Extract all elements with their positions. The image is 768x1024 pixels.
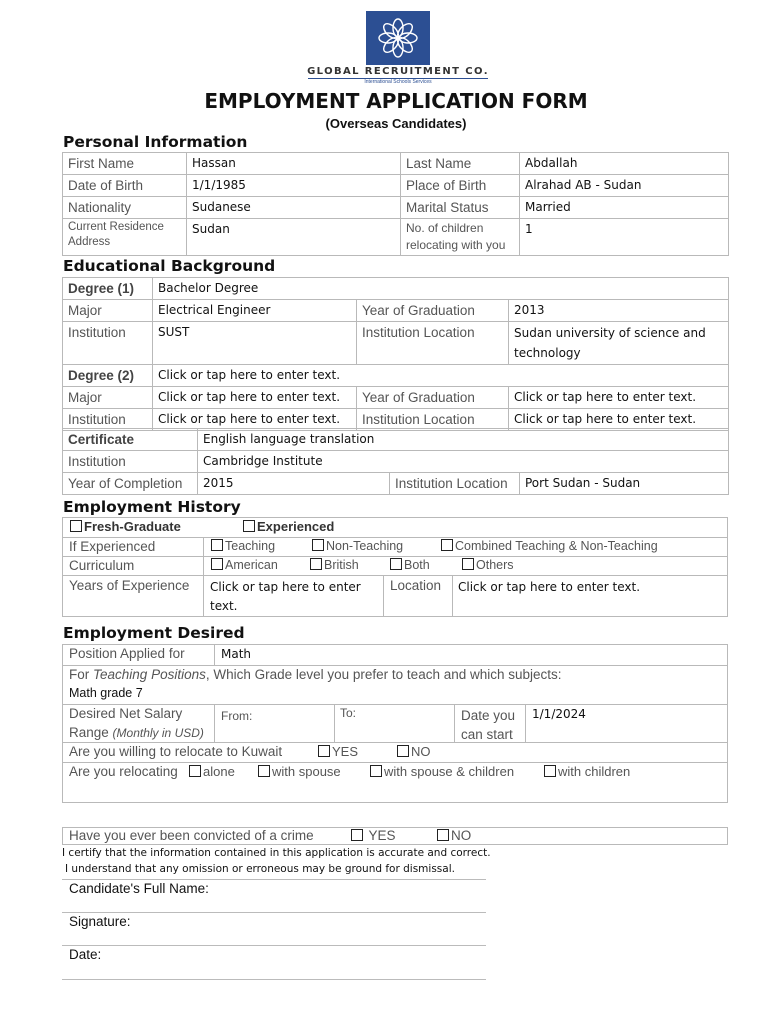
checkbox-icon — [318, 745, 330, 757]
with-spouse-label: with spouse — [272, 764, 341, 779]
page-title: EMPLOYMENT APPLICATION FORM — [204, 89, 588, 113]
salary-range-label — [69, 725, 204, 740]
children-field[interactable]: 1 — [520, 219, 729, 256]
checkbox-icon — [437, 829, 449, 841]
last-name-label: Last Name — [401, 153, 520, 175]
inst1-label: Institution — [63, 322, 153, 365]
checkbox-icon — [397, 745, 409, 757]
degree2-label: Degree (2) — [63, 365, 153, 387]
both-option[interactable] — [390, 558, 430, 572]
checkbox-icon — [310, 558, 322, 570]
date-label: Date: — [69, 947, 102, 962]
salary-from-field[interactable]: From: — [221, 709, 253, 723]
salary-range-word: Range — [69, 725, 113, 740]
children-label: No. of children relocating with you — [401, 219, 520, 256]
position-label: Position Applied for — [69, 646, 185, 661]
degree1-label: Degree (1) — [63, 278, 153, 300]
grad2-field[interactable]: Click or tap here to enter text. — [509, 387, 729, 409]
company-name: GLOBAL RECRUITMENT CO. — [307, 66, 489, 77]
checkbox-icon — [243, 520, 255, 532]
alone-option[interactable] — [189, 764, 235, 779]
salary-to-field[interactable]: To: — [340, 706, 357, 720]
non-teaching-label: Non-Teaching — [326, 539, 404, 553]
section-education-heading: Educational Background — [63, 257, 276, 275]
marital-status-label: Marital Status — [401, 197, 520, 219]
teaching-label: Teaching — [225, 539, 276, 553]
relocate-no-option[interactable] — [397, 744, 431, 759]
crime-yes-option[interactable] — [351, 828, 396, 843]
others-option[interactable] — [462, 558, 514, 572]
grad1-label: Year of Graduation — [357, 300, 509, 322]
major2-label: Major — [63, 387, 153, 409]
checkbox-icon — [312, 539, 324, 551]
british-label: British — [324, 558, 359, 572]
with-spouse-children-option[interactable] — [370, 764, 514, 779]
years-experience-label: Years of Experience — [69, 578, 190, 593]
fresh-graduate-option[interactable] — [70, 519, 181, 534]
birthplace-field[interactable]: Alrahad AB - Sudan — [520, 175, 729, 197]
page-subtitle: (Overseas Candidates) — [325, 116, 467, 131]
american-label: American — [225, 558, 278, 572]
relocate-yes-option[interactable] — [318, 744, 358, 759]
non-teaching-option[interactable] — [312, 539, 403, 553]
cert-institution-field[interactable]: Cambridge Institute — [198, 451, 729, 473]
alone-label: alone — [203, 764, 235, 779]
location-label: Location — [390, 578, 442, 593]
crime-no-option[interactable] — [437, 828, 471, 843]
checkbox-icon — [189, 765, 201, 777]
education-table — [62, 277, 729, 431]
fresh-graduate-label: Fresh-Graduate — [84, 519, 181, 534]
relocate-yes-label: YES — [332, 744, 359, 759]
cert-location-field[interactable]: Port Sudan - Sudan — [520, 473, 729, 495]
first-name-label: First Name — [63, 153, 187, 175]
both-label: Both — [404, 558, 430, 572]
certify-line-2: I understand that any omission or erroneous may be ground for dismissal. — [65, 863, 455, 875]
checkbox-icon — [70, 520, 82, 532]
salary-label: Desired Net Salary — [69, 706, 183, 721]
checkbox-icon — [211, 558, 223, 570]
dob-field[interactable]: 1/1/1985 — [187, 175, 401, 197]
teaching-question — [69, 667, 562, 682]
position-field[interactable]: Math — [221, 647, 252, 661]
major1-field[interactable]: Electrical Engineer — [153, 300, 357, 322]
section-desired-heading: Employment Desired — [63, 624, 245, 642]
salary-unit: (Monthly in USD) — [112, 726, 204, 740]
others-label: Others — [476, 558, 514, 572]
marital-status-field[interactable]: Married — [520, 197, 729, 219]
american-option[interactable] — [211, 558, 278, 572]
cert-institution-label: Institution — [63, 451, 198, 473]
residence-field[interactable]: Sudan — [187, 219, 401, 256]
checkbox-icon — [390, 558, 402, 570]
inst1-field[interactable]: SUST — [153, 322, 357, 365]
certificate-label: Certificate — [63, 429, 198, 451]
crime-question: Have you ever been convicted of a crime — [69, 828, 314, 843]
curriculum-label: Curriculum — [69, 558, 135, 573]
relocating-question: Are you relocating — [69, 764, 178, 779]
experienced-option[interactable] — [243, 519, 334, 534]
checkbox-icon — [258, 765, 270, 777]
with-spouse-option[interactable] — [258, 764, 341, 779]
with-children-label: with children — [558, 764, 631, 779]
experienced-label: Experienced — [257, 519, 335, 534]
certify-line-1: I certify that the information contained in this application is accurate and correct. — [62, 847, 491, 859]
start-date-field[interactable]: 1/1/2024 — [532, 707, 586, 721]
major2-field[interactable]: Click or tap here to enter text. — [153, 387, 357, 409]
crime-no-label: NO — [451, 828, 472, 843]
relocate-question: Are you willing to relocate to Kuwait — [69, 744, 283, 759]
residence-label: Current Residence Address — [63, 219, 187, 256]
if-experienced-label: If Experienced — [69, 539, 156, 554]
certificate-table — [62, 428, 729, 495]
full-name-line[interactable] — [62, 912, 486, 913]
grad1-field[interactable]: 2013 — [509, 300, 729, 322]
checkbox-icon — [441, 539, 453, 551]
nationality-field[interactable]: Sudanese — [187, 197, 401, 219]
grad2-label: Year of Graduation — [357, 387, 509, 409]
flower-logo-icon — [366, 11, 430, 65]
degree2-field[interactable]: Click or tap here to enter text. — [153, 365, 729, 387]
teaching-answer[interactable]: Math grade 7 — [69, 686, 143, 700]
dob-label: Date of Birth — [63, 175, 187, 197]
last-name-field[interactable]: Abdallah — [520, 153, 729, 175]
with-spouse-children-label: with spouse & children — [384, 764, 515, 779]
major1-label: Major — [63, 300, 153, 322]
completion-year-field[interactable]: 2015 — [198, 473, 390, 495]
company-tagline: International Schools Services — [308, 78, 488, 85]
section-personal-heading: Personal Information — [63, 133, 248, 151]
combined-label: Combined Teaching & Non-Teaching — [455, 539, 658, 553]
years-experience-field[interactable]: Click or tap here to enter text. — [210, 580, 361, 613]
section-employment-heading: Employment History — [63, 498, 241, 516]
teaching-q-pre: For — [69, 667, 94, 682]
teaching-q-post: , Which Grade level you prefer to teach and which subjects: — [205, 667, 562, 682]
checkbox-icon — [544, 765, 556, 777]
crime-yes-label: YES — [368, 828, 396, 843]
checkbox-icon — [462, 558, 474, 570]
checkbox-icon — [351, 829, 363, 841]
cert-location-label: Institution Location — [390, 473, 520, 495]
with-children-option[interactable] — [544, 764, 630, 779]
checkbox-icon — [370, 765, 382, 777]
start-date-label: Date you can start — [461, 708, 516, 742]
teaching-q-emphasis: Teaching Positions — [93, 667, 206, 682]
personal-table — [62, 152, 729, 256]
inst2-location-label: Institution Location — [357, 409, 509, 431]
date-line[interactable] — [62, 979, 486, 980]
logo — [366, 11, 430, 65]
british-option[interactable] — [310, 558, 359, 572]
first-name-field[interactable]: Hassan — [187, 153, 401, 175]
signature-line[interactable] — [62, 945, 486, 946]
checkbox-icon — [211, 539, 223, 551]
birthplace-label: Place of Birth — [401, 175, 520, 197]
degree1-field[interactable]: Bachelor Degree — [153, 278, 729, 300]
inst2-label: Institution — [63, 409, 153, 431]
full-name-label: Candidate's Full Name: — [69, 881, 209, 896]
certificate-field[interactable]: English language translation — [198, 429, 729, 451]
relocate-no-label: NO — [411, 744, 431, 759]
teaching-option[interactable] — [211, 539, 275, 553]
inst2-location-field[interactable]: Click or tap here to enter text. — [509, 409, 729, 431]
nationality-label: Nationality — [63, 197, 187, 219]
combined-option[interactable] — [441, 539, 658, 553]
completion-year-label: Year of Completion — [63, 473, 198, 495]
inst1-location-label: Institution Location — [357, 322, 509, 365]
inst1-location-field[interactable]: Sudan university of science and technology — [509, 322, 729, 365]
signature-label: Signature: — [69, 914, 131, 929]
location-field[interactable]: Click or tap here to enter text. — [458, 580, 641, 594]
inst2-field[interactable]: Click or tap here to enter text. — [153, 409, 357, 431]
